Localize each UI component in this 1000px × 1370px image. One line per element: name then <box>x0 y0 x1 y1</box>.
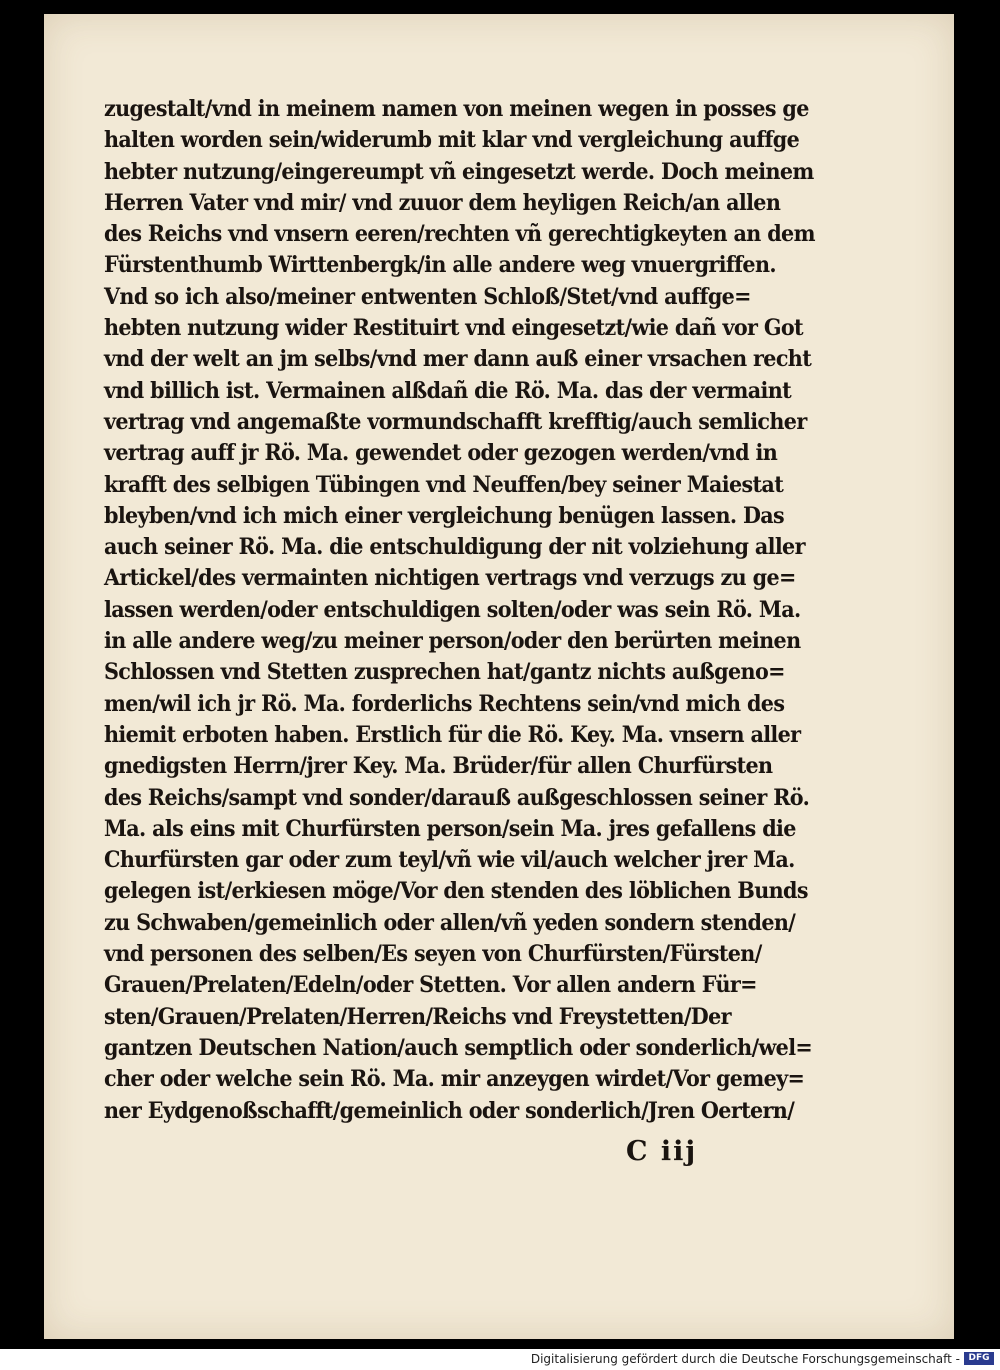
text-line: zu Schwaben/gemeinlich oder allen/vñ yeden sondern stenden/ <box>104 909 796 936</box>
text-line: Grauen/Prelaten/Edeln/oder Stetten. Vor allen andern Für= <box>104 972 757 999</box>
text-line: vnd der welt an jm selbs/vnd mer dann auß einer vrsachen recht <box>104 346 812 373</box>
signature-mark: C iij <box>626 1136 698 1167</box>
scanned-page <box>44 14 954 1339</box>
text-line: Ma. als eins mit Churfürsten person/sein Ma. jres gefallens die <box>104 815 796 842</box>
text-line: vnd personen des selben/Es seyen von Churfürsten/Fürsten/ <box>104 941 762 968</box>
text-line: Vnd so ich also/meiner entwenten Schloß/Stet/vnd auffge= <box>104 283 751 310</box>
text-line: gnedigsten Herrn/jrer Key. Ma. Brüder/für allen Churfürsten <box>104 753 773 780</box>
text-line: ner Eydgenoßschafft/gemeinlich oder sonderlich/Jren Oertern/ <box>104 1097 795 1124</box>
footer-credit: Digitalisierung gefördert durch die Deutsche Forschungsgemeinschaft - <box>530 1352 960 1366</box>
text-line: Fürstenthumb Wirttenbergk/in alle andere weg vnuergriffen. <box>104 252 776 279</box>
text-line: men/wil ich jr Rö. Ma. forderlichs Rechtens sein/vnd mich des <box>104 690 785 717</box>
text-line: Herren Vater vnd mir/ vnd zuuor dem heyligen Reich/an allen <box>104 189 781 216</box>
text-line: sten/Grauen/Prelaten/Herren/Reichs vnd Freystetten/Der <box>104 1003 731 1030</box>
text-line: bleyben/vnd ich mich einer vergleichung benügen lassen. Das <box>104 502 785 529</box>
text-line: vertrag auff jr Rö. Ma. gewendet oder gezogen werden/vnd in <box>104 440 778 467</box>
text-block <box>104 94 864 1127</box>
text-line: vnd billich ist. Vermainen alßdañ die Rö. Ma. das der vermaint <box>104 377 792 404</box>
text-line: Schlossen vnd Stetten zusprechen hat/gantz nichts außgeno= <box>104 659 785 686</box>
text-line: hebten nutzung wider Restituirt vnd eingesetzt/wie dañ vor Got <box>104 315 803 342</box>
text-line: hebter nutzung/eingereumpt vñ eingesetzt werde. Doch meinem <box>104 158 814 185</box>
dfg-logo-icon: DFG <box>964 1352 994 1365</box>
text-line: gantzen Deutschen Nation/auch semptlich oder sonderlich/wel= <box>104 1034 813 1061</box>
text-line: auch seiner Rö. Ma. die entschuldigung der nit volziehung aller <box>104 534 805 561</box>
text-line: des Reichs/sampt vnd sonder/darauß außgeschlossen seiner Rö. <box>104 784 810 811</box>
text-line: krafft des selbigen Tübingen vnd Neuffen/bey seiner Maiestat <box>104 471 784 498</box>
text-line: halten worden sein/widerumb mit klar vnd vergleichung auffge <box>104 127 800 154</box>
text-line: Churfürsten gar oder zum teyl/vñ wie vil/auch welcher jrer Ma. <box>104 847 795 874</box>
text-line: des Reichs vnd vnsern eeren/rechten vñ gerechtigkeyten an dem <box>104 221 815 248</box>
text-line: cher oder welche sein Rö. Ma. mir anzeygen wirdet/Vor gemey= <box>104 1066 805 1093</box>
text-line: Artickel/des vermainten nichtigen vertrags vnd verzugs zu ge= <box>104 565 796 592</box>
text-line: vertrag vnd angemaßte vormundschafft krefftig/auch semlicher <box>104 408 807 435</box>
text-line: hiemit erboten haben. Erstlich für die Rö. Key. Ma. vnsern aller <box>104 721 801 748</box>
text-line: gelegen ist/erkiesen möge/Vor den stenden des löblichen Bunds <box>104 878 808 905</box>
text-line: lassen werden/oder entschuldigen solten/oder was sein Rö. Ma. <box>104 596 801 623</box>
text-line: zugestalt/vnd in meinem namen von meinen wegen in posses ge <box>104 96 809 122</box>
text-line: in alle andere weg/zu meiner person/oder den berürten meinen <box>104 628 801 655</box>
